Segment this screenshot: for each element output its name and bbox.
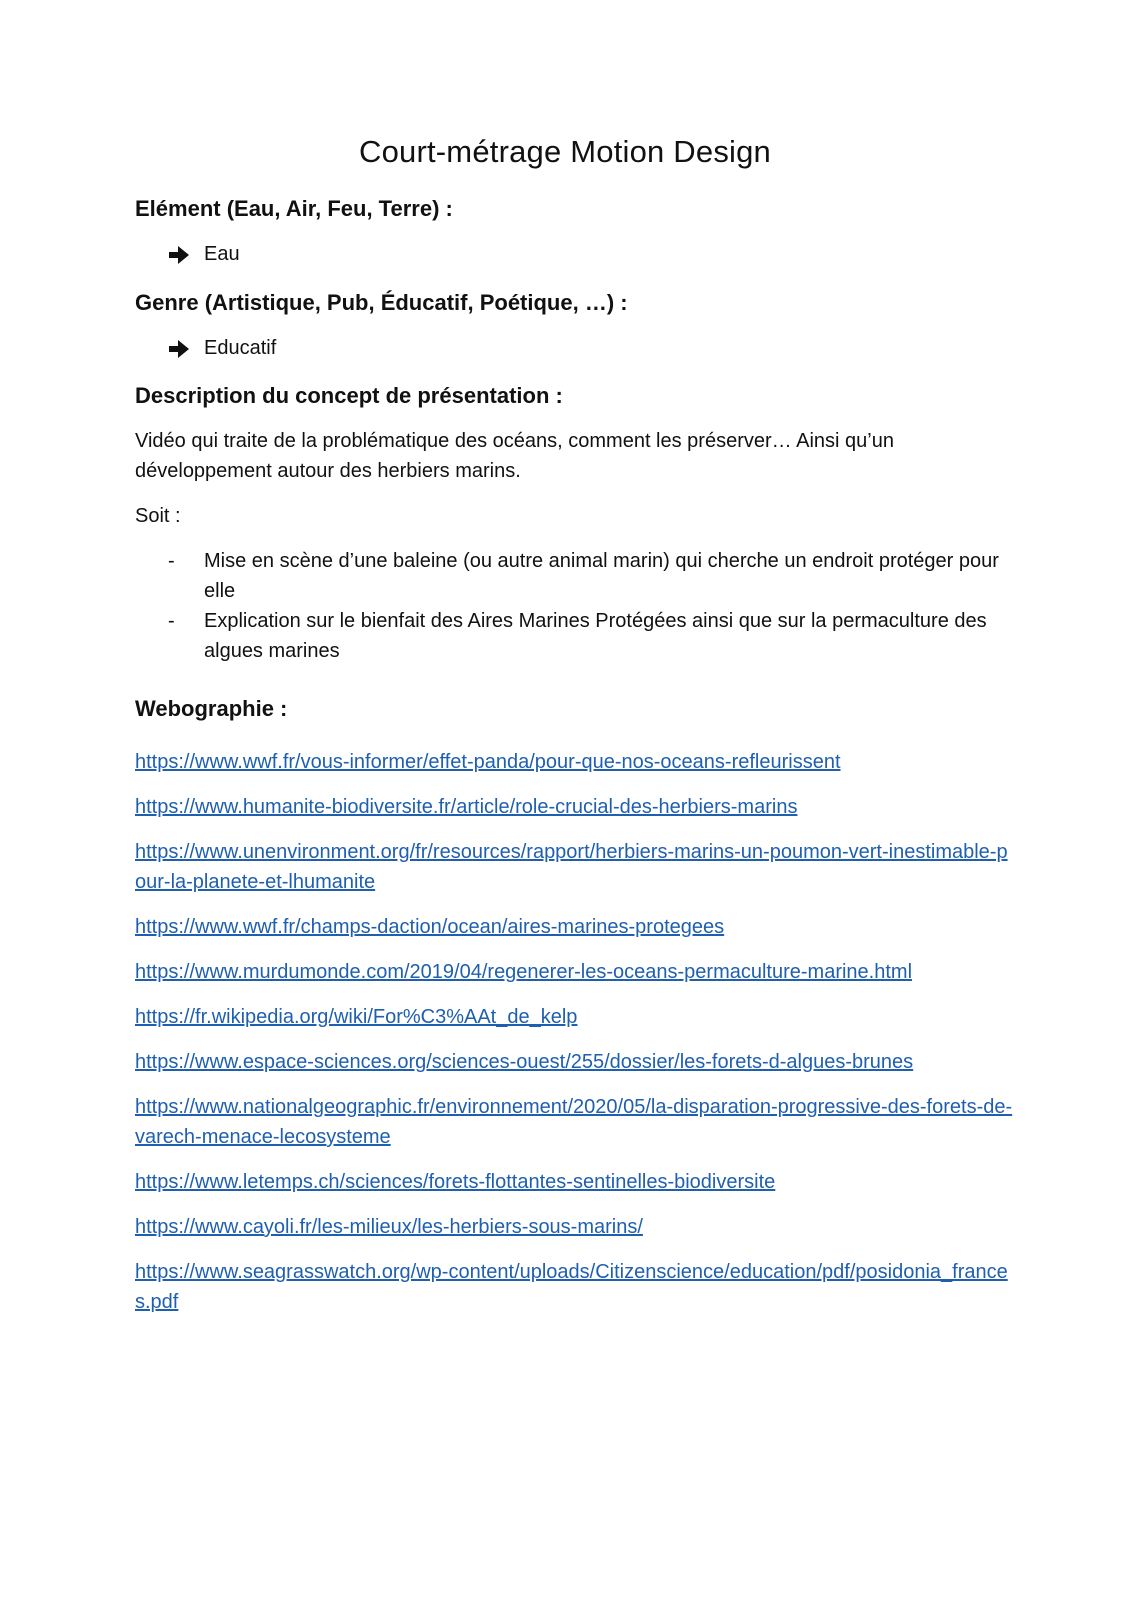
list-item (135, 546, 1015, 606)
list-item (135, 957, 1015, 987)
web-link[interactable]: https://www.nationalgeographic.fr/environnement/2020/05/la-disparation-progressive-des-forets-de-varech-menace-lecosysteme (135, 1096, 1013, 1148)
genre-heading: Genre (Artistique, Pub, Éducatif, Poétique, …) : (135, 290, 628, 315)
web-link[interactable]: https://www.murdumonde.com/2019/04/regenerer-les-oceans-permaculture-marine.html (135, 961, 913, 983)
description-heading: Description du concept de présentation : (135, 383, 563, 408)
arrow-right-icon (168, 339, 190, 359)
element-value-item (168, 243, 240, 266)
genre-value: Educatif (204, 337, 277, 359)
soit-label: Soit : (135, 505, 181, 527)
webographie-link-list (135, 747, 1015, 1332)
web-link[interactable]: https://www.wwf.fr/vous-informer/effet-panda/pour-que-nos-oceans-refleurissent (135, 751, 841, 773)
web-link[interactable]: https://www.espace-sciences.org/sciences-ouest/255/dossier/les-forets-d-algues-brunes (135, 1051, 914, 1073)
web-link[interactable]: https://www.cayoli.fr/les-milieux/les-herbiers-sous-marins/ (135, 1216, 643, 1238)
description-paragraph: Vidéo qui traite de la problématique des océans, comment les préserver… Ainsi qu’un développement autour des herbiers marins. (135, 430, 894, 482)
element-heading: Elément (Eau, Air, Feu, Terre) : (135, 196, 453, 221)
web-link[interactable]: https://www.letemps.ch/sciences/forets-flottantes-sentinelles-biodiversite (135, 1171, 776, 1193)
list-item (135, 1092, 1015, 1152)
web-link[interactable]: https://www.seagrasswatch.org/wp-content/uploads/Citizenscience/education/pdf/posidonia_frances.pdf (135, 1261, 1008, 1313)
list-item (135, 1167, 1015, 1197)
bullet-dash: - (168, 550, 175, 572)
webographie-heading: Webographie : (135, 696, 288, 721)
web-link[interactable]: https://www.wwf.fr/champs-daction/ocean/aires-marines-protegees (135, 916, 725, 938)
list-item (135, 1257, 1015, 1317)
genre-value-item (168, 337, 276, 360)
web-link[interactable]: https://fr.wikipedia.org/wiki/For%C3%AAt_de_kelp (135, 1006, 578, 1028)
element-value: Eau (204, 243, 240, 265)
list-item (135, 792, 1015, 822)
web-link[interactable]: https://www.humanite-biodiversite.fr/article/role-crucial-des-herbiers-marins (135, 796, 798, 818)
list-item (135, 1002, 1015, 1032)
bullet-text: Mise en scène d’une baleine (ou autre animal marin) qui cherche un endroit protéger pour elle (204, 550, 999, 602)
arrow-right-icon (168, 245, 190, 265)
list-item (135, 747, 1015, 777)
web-link[interactable]: https://www.unenvironment.org/fr/resources/rapport/herbiers-marins-un-poumon-vert-inestimable-pour-la-planete-et-lhumanite (135, 841, 1008, 893)
list-item (135, 1212, 1015, 1242)
list-item (135, 912, 1015, 942)
page-title: Court-métrage Motion Design (358, 134, 772, 169)
list-item (135, 606, 1015, 666)
bullet-text: Explication sur le bienfait des Aires Marines Protégées ainsi que sur la permaculture des algues marines (204, 610, 987, 662)
list-item (135, 837, 1015, 897)
bullet-dash: - (168, 610, 175, 632)
list-item (135, 1047, 1015, 1077)
concept-bullet-list (135, 546, 1015, 666)
